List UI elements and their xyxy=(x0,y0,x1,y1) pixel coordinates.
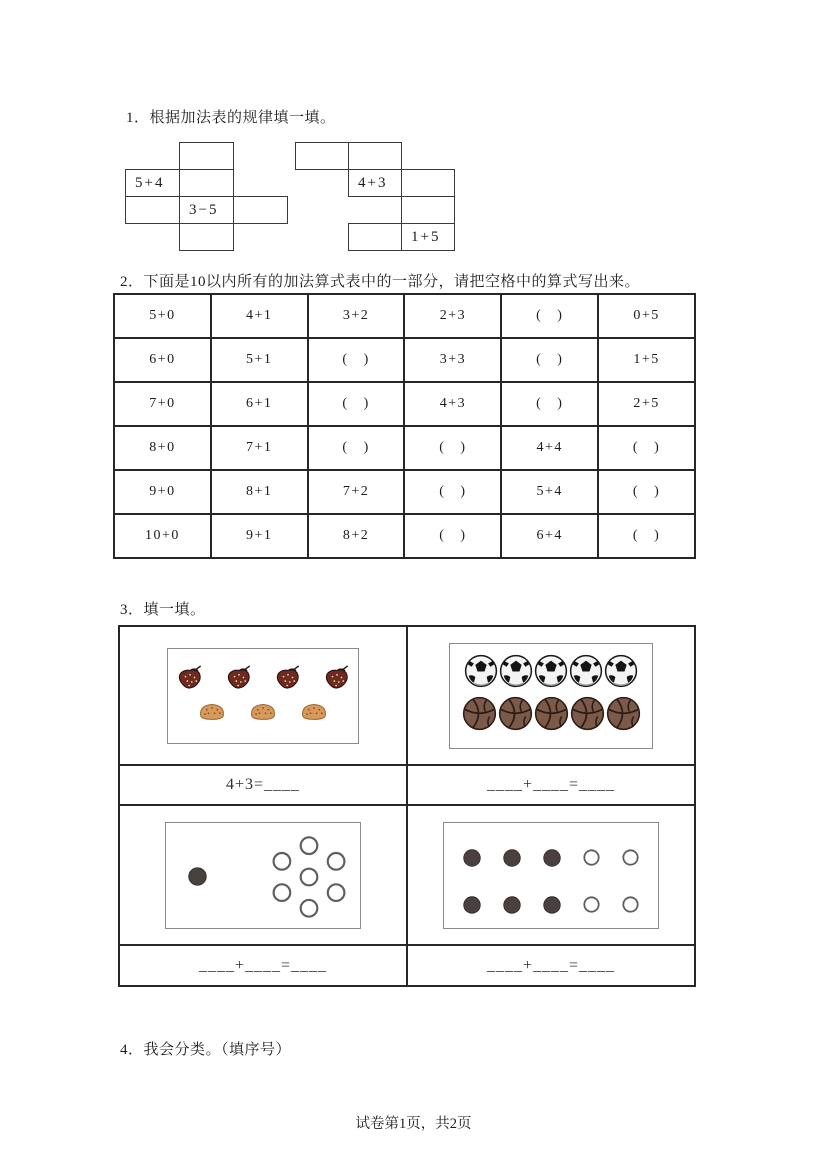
soccer-icon xyxy=(534,654,568,688)
blank-expression-cell: ( ) xyxy=(308,426,405,470)
page-footer: 试卷第1页，共2页 xyxy=(355,1116,472,1132)
panel-dot-and-flower xyxy=(119,805,407,945)
fill-in-table xyxy=(118,625,696,987)
soccer-icon xyxy=(464,654,498,688)
strawberry-icon xyxy=(274,665,302,690)
panel-strawberries-and-buns xyxy=(119,626,407,765)
grid-cell-empty xyxy=(295,142,349,170)
dots-grid-picture-box xyxy=(443,822,659,929)
expression-cell: 8+1 xyxy=(211,470,308,514)
grid-cell-empty xyxy=(401,169,455,197)
table-row xyxy=(114,338,695,382)
grid-cell-label: 5+4 xyxy=(135,174,165,191)
expression-cell: 5+0 xyxy=(114,294,211,338)
dot-hollow-icon xyxy=(622,896,639,913)
expression-cell: 8+0 xyxy=(114,426,211,470)
expression-cell: 7+1 xyxy=(211,426,308,470)
expression-cell: 5+1 xyxy=(211,338,308,382)
blank-expression-cell: ( ) xyxy=(404,426,501,470)
answer-cell xyxy=(407,765,695,805)
expression-cell: 2+5 xyxy=(598,382,695,426)
table-row xyxy=(114,470,695,514)
expression-cell: 0+5 xyxy=(598,294,695,338)
balls-picture-box xyxy=(449,643,653,749)
dots-flower-picture-box xyxy=(165,822,361,929)
soccer-icon xyxy=(604,654,638,688)
blank-expression-cell: ( ) xyxy=(308,338,405,382)
expression-cell: 3+2 xyxy=(308,294,405,338)
table-row xyxy=(114,514,695,558)
addition-expressions-table xyxy=(113,293,696,559)
expression-cell: 4+3 xyxy=(404,382,501,426)
expression-cell: 7+0 xyxy=(114,382,211,426)
bun-icon xyxy=(299,701,329,722)
dot-filled-icon xyxy=(188,867,207,886)
basketball-icon xyxy=(534,696,569,731)
grid-cell-label: 4+3 xyxy=(358,174,388,191)
expression-cell: 7+2 xyxy=(308,470,405,514)
bun-icon xyxy=(197,701,227,722)
expression-cell: 4+4 xyxy=(501,426,598,470)
equation-blank: ____+____=____ xyxy=(198,956,328,974)
icon-row xyxy=(197,701,329,722)
question-1-title: 1．根据加法表的规律填一填。 xyxy=(126,110,336,126)
dot-filled-icon xyxy=(463,896,481,914)
grid-cell-label: 1+5 xyxy=(411,228,441,245)
icon-row xyxy=(463,849,639,867)
basketball-icon xyxy=(570,696,605,731)
table-row xyxy=(114,294,695,338)
soccer-icon xyxy=(499,654,533,688)
equation-blank: ____+____=____ xyxy=(486,776,616,793)
expression-cell: 8+2 xyxy=(308,514,405,558)
blank-expression-cell: ( ) xyxy=(501,338,598,382)
question-2-title: 2．下面是10以内所有的加法算式表中的一部分，请把空格中的算式写出来。 xyxy=(120,274,641,290)
grid-cell-empty xyxy=(348,142,402,170)
grid-cell-empty xyxy=(179,223,234,251)
table-row xyxy=(119,805,695,945)
expression-cell: 6+0 xyxy=(114,338,211,382)
grid-cell-empty xyxy=(348,223,402,251)
answer-cell xyxy=(119,945,407,986)
blank-expression-cell: ( ) xyxy=(598,514,695,558)
grid-cell-empty xyxy=(233,196,288,224)
grid-cell-expression xyxy=(401,223,455,251)
table-row xyxy=(119,626,695,765)
expression-cell: 6+1 xyxy=(211,382,308,426)
strawberry-icon xyxy=(225,665,253,690)
equation-blank: ____+____=____ xyxy=(486,956,616,974)
table-row xyxy=(114,426,695,470)
icon-row xyxy=(462,696,641,731)
dot-filled-icon xyxy=(503,896,521,914)
dot-hollow-icon xyxy=(583,849,600,866)
grid-cell-empty xyxy=(179,169,234,197)
basketball-icon xyxy=(606,696,641,731)
expression-cell: 2+3 xyxy=(404,294,501,338)
answer-cell xyxy=(407,945,695,986)
basketball-icon xyxy=(462,696,497,731)
strawberry-icon xyxy=(176,665,204,690)
answer-cell xyxy=(119,765,407,805)
blank-expression-cell: ( ) xyxy=(501,294,598,338)
dot-filled-icon xyxy=(543,896,561,914)
expression-cell: 5+4 xyxy=(501,470,598,514)
soccer-icon xyxy=(569,654,603,688)
expression-cell: 9+1 xyxy=(211,514,308,558)
table-row xyxy=(119,765,695,805)
expression-cell: 1+5 xyxy=(598,338,695,382)
icon-row xyxy=(463,896,639,914)
blank-expression-cell: ( ) xyxy=(308,382,405,426)
filled-dot-single xyxy=(188,867,207,886)
expression-cell: 9+0 xyxy=(114,470,211,514)
fruit-picture-box xyxy=(167,648,359,744)
grid-cell-empty xyxy=(401,196,455,224)
blank-expression-cell: ( ) xyxy=(404,470,501,514)
blank-expression-cell: ( ) xyxy=(501,382,598,426)
dot-hollow-icon xyxy=(583,896,600,913)
dot-hollow-icon xyxy=(622,849,639,866)
icon-row xyxy=(464,654,638,688)
expression-cell: 10+0 xyxy=(114,514,211,558)
grid-cell-expression xyxy=(179,196,234,224)
icon-row xyxy=(176,665,351,690)
question-4-title: 4．我会分类。（填序号） xyxy=(120,1042,292,1058)
grid-cell-empty xyxy=(179,142,234,170)
expression-cell: 6+4 xyxy=(501,514,598,558)
dot-filled-icon xyxy=(543,849,561,867)
panel-dots-grid xyxy=(407,805,695,945)
expression-cell: 4+1 xyxy=(211,294,308,338)
grid-cell-empty xyxy=(125,196,180,224)
bun-icon xyxy=(248,701,278,722)
grid-cell-label: 3−5 xyxy=(189,201,219,218)
table-row xyxy=(119,945,695,986)
strawberry-icon xyxy=(323,665,351,690)
grid-cell-expression xyxy=(348,169,402,197)
hollow-dot-flower xyxy=(264,830,354,922)
question-3-title: 3．填一填。 xyxy=(120,602,206,618)
dot-filled-icon xyxy=(503,849,521,867)
blank-expression-cell: ( ) xyxy=(598,470,695,514)
panel-soccer-and-basketballs xyxy=(407,626,695,765)
blank-expression-cell: ( ) xyxy=(598,426,695,470)
blank-expression-cell: ( ) xyxy=(404,514,501,558)
table-row xyxy=(114,382,695,426)
basketball-icon xyxy=(498,696,533,731)
dot-filled-icon xyxy=(463,849,481,867)
equation-blank: 4+3=____ xyxy=(225,776,301,793)
grid-cell-expression xyxy=(125,169,180,197)
expression-cell: 3+3 xyxy=(404,338,501,382)
